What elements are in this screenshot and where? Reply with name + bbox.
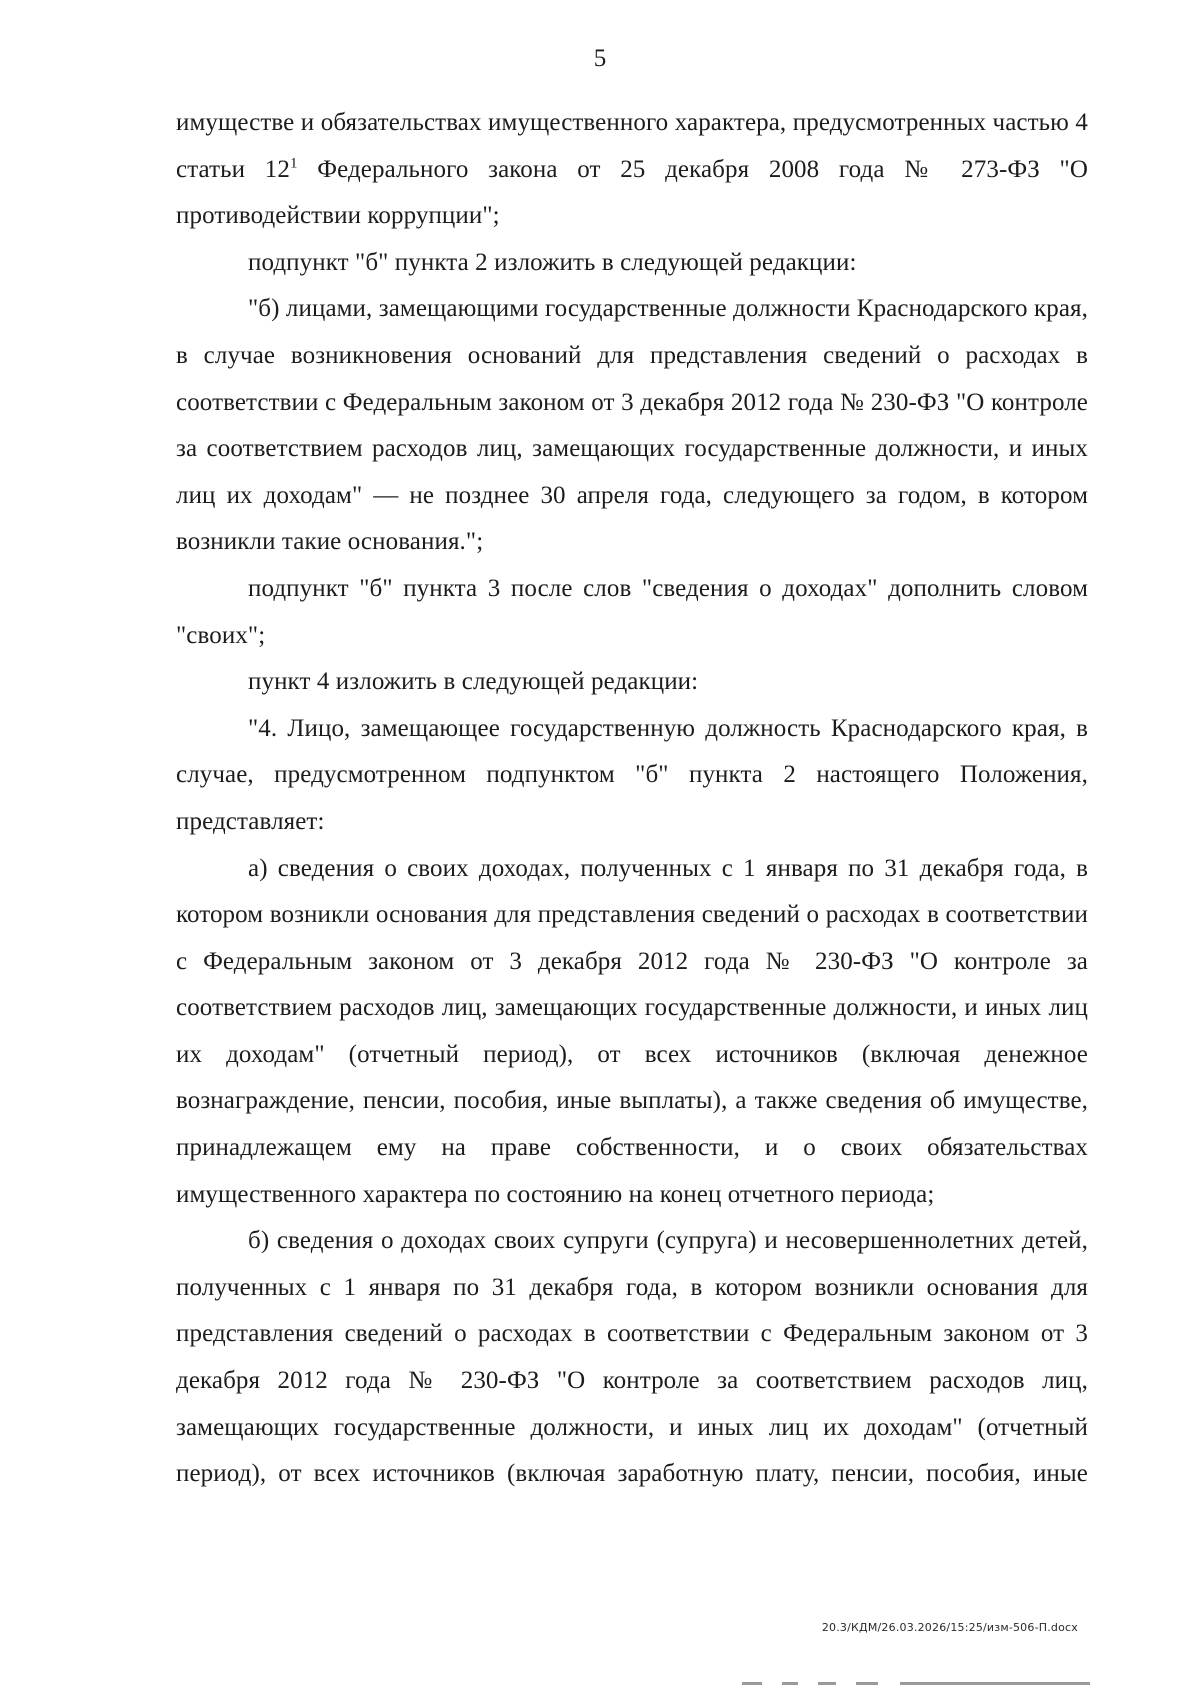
- document-file-code: 20.3/КДМ/26.03.2026/15:25/изм-506-П.docx: [821, 1621, 1078, 1634]
- paragraph-amendment-text: "4. Лицо, замещающее государственную должность Краснодарского края, в случае, предусмотренном подпунктом "б" пункта 2 настоящего Положения, представляет:: [176, 714, 1088, 835]
- paragraph-amendment-intro: подпункт "б" пункта 3 после слов "сведения о доходах" дополнить словом "своих";: [176, 574, 1088, 649]
- scan-edge-mark: [818, 1682, 836, 1685]
- scan-edge-mark: [742, 1682, 762, 1685]
- page-number: 5: [593, 45, 607, 72]
- paragraph-subitem-a: а) сведения о своих доходах, полученных с 1 января по 31 декабря года, в котором возникли основания для представления сведений о расходах в соответствии с Федеральным законом от 3 декабря 2012 года № 230-ФЗ "О контроле за соответствием расходов лиц, замещающих государственные должности, и иных лиц их доходам" (отчетный период), от всех источников (включая денежное вознаграждение, пенсии, пособия, иные выплаты), а также сведения об имуществе, принадлежащем ему на праве собственности, и о своих обязательствах имущественного характера по состоянию на конец отчетного периода;: [176, 854, 1088, 1208]
- paragraph-continuation: [176, 100, 1088, 240]
- paragraph-amendment-intro: подпункт "б" пункта 2 изложить в следующей редакции:: [248, 248, 857, 276]
- document-body: [176, 100, 1088, 1498]
- scan-edge-mark: [856, 1682, 878, 1685]
- paragraph-text: имуществе и обязательствах имущественного характера, предусмотренных частью 4 статьи 12: [176, 109, 1088, 183]
- scan-edge-mark: [900, 1682, 1090, 1685]
- paragraph-amendment-text: "б) лицами, замещающими государственные должности Краснодарского края, в случае возникновения оснований для представления сведений о расходах в соответствии с Федеральным законом от 3 декабря 2012 года № 230-ФЗ "О контроле за соответствием расходов лиц, замещающих государственные должности, и иных лиц их доходам" — не позднее 30 апреля года, следующего за годом, в котором возникли такие основания.";: [176, 295, 1088, 556]
- superscript-article-index: 1: [289, 155, 298, 172]
- paragraph-subitem-b: б) сведения о доходах своих супруги (супруга) и несовершеннолетних детей, полученных с 1 января по 31 декабря года, в котором возникли основания для представления сведений о расходах в соответствии с Федеральным законом от 3 декабря 2012 года № 230-ФЗ "О контроле за соответствием расходов лиц, замещающих государственные должности, и иных лиц их доходам" (отчетный период), от всех источников (включая заработную плату, пенсии, пособия, иные: [176, 1227, 1088, 1488]
- paragraph-text: Федерального закона от 25 декабря 2008 года № 273-ФЗ "О противодействии коррупции";: [176, 155, 1088, 230]
- paragraph-amendment-intro: пункт 4 изложить в следующей редакции:: [248, 668, 699, 696]
- scan-edge-mark: [782, 1682, 798, 1685]
